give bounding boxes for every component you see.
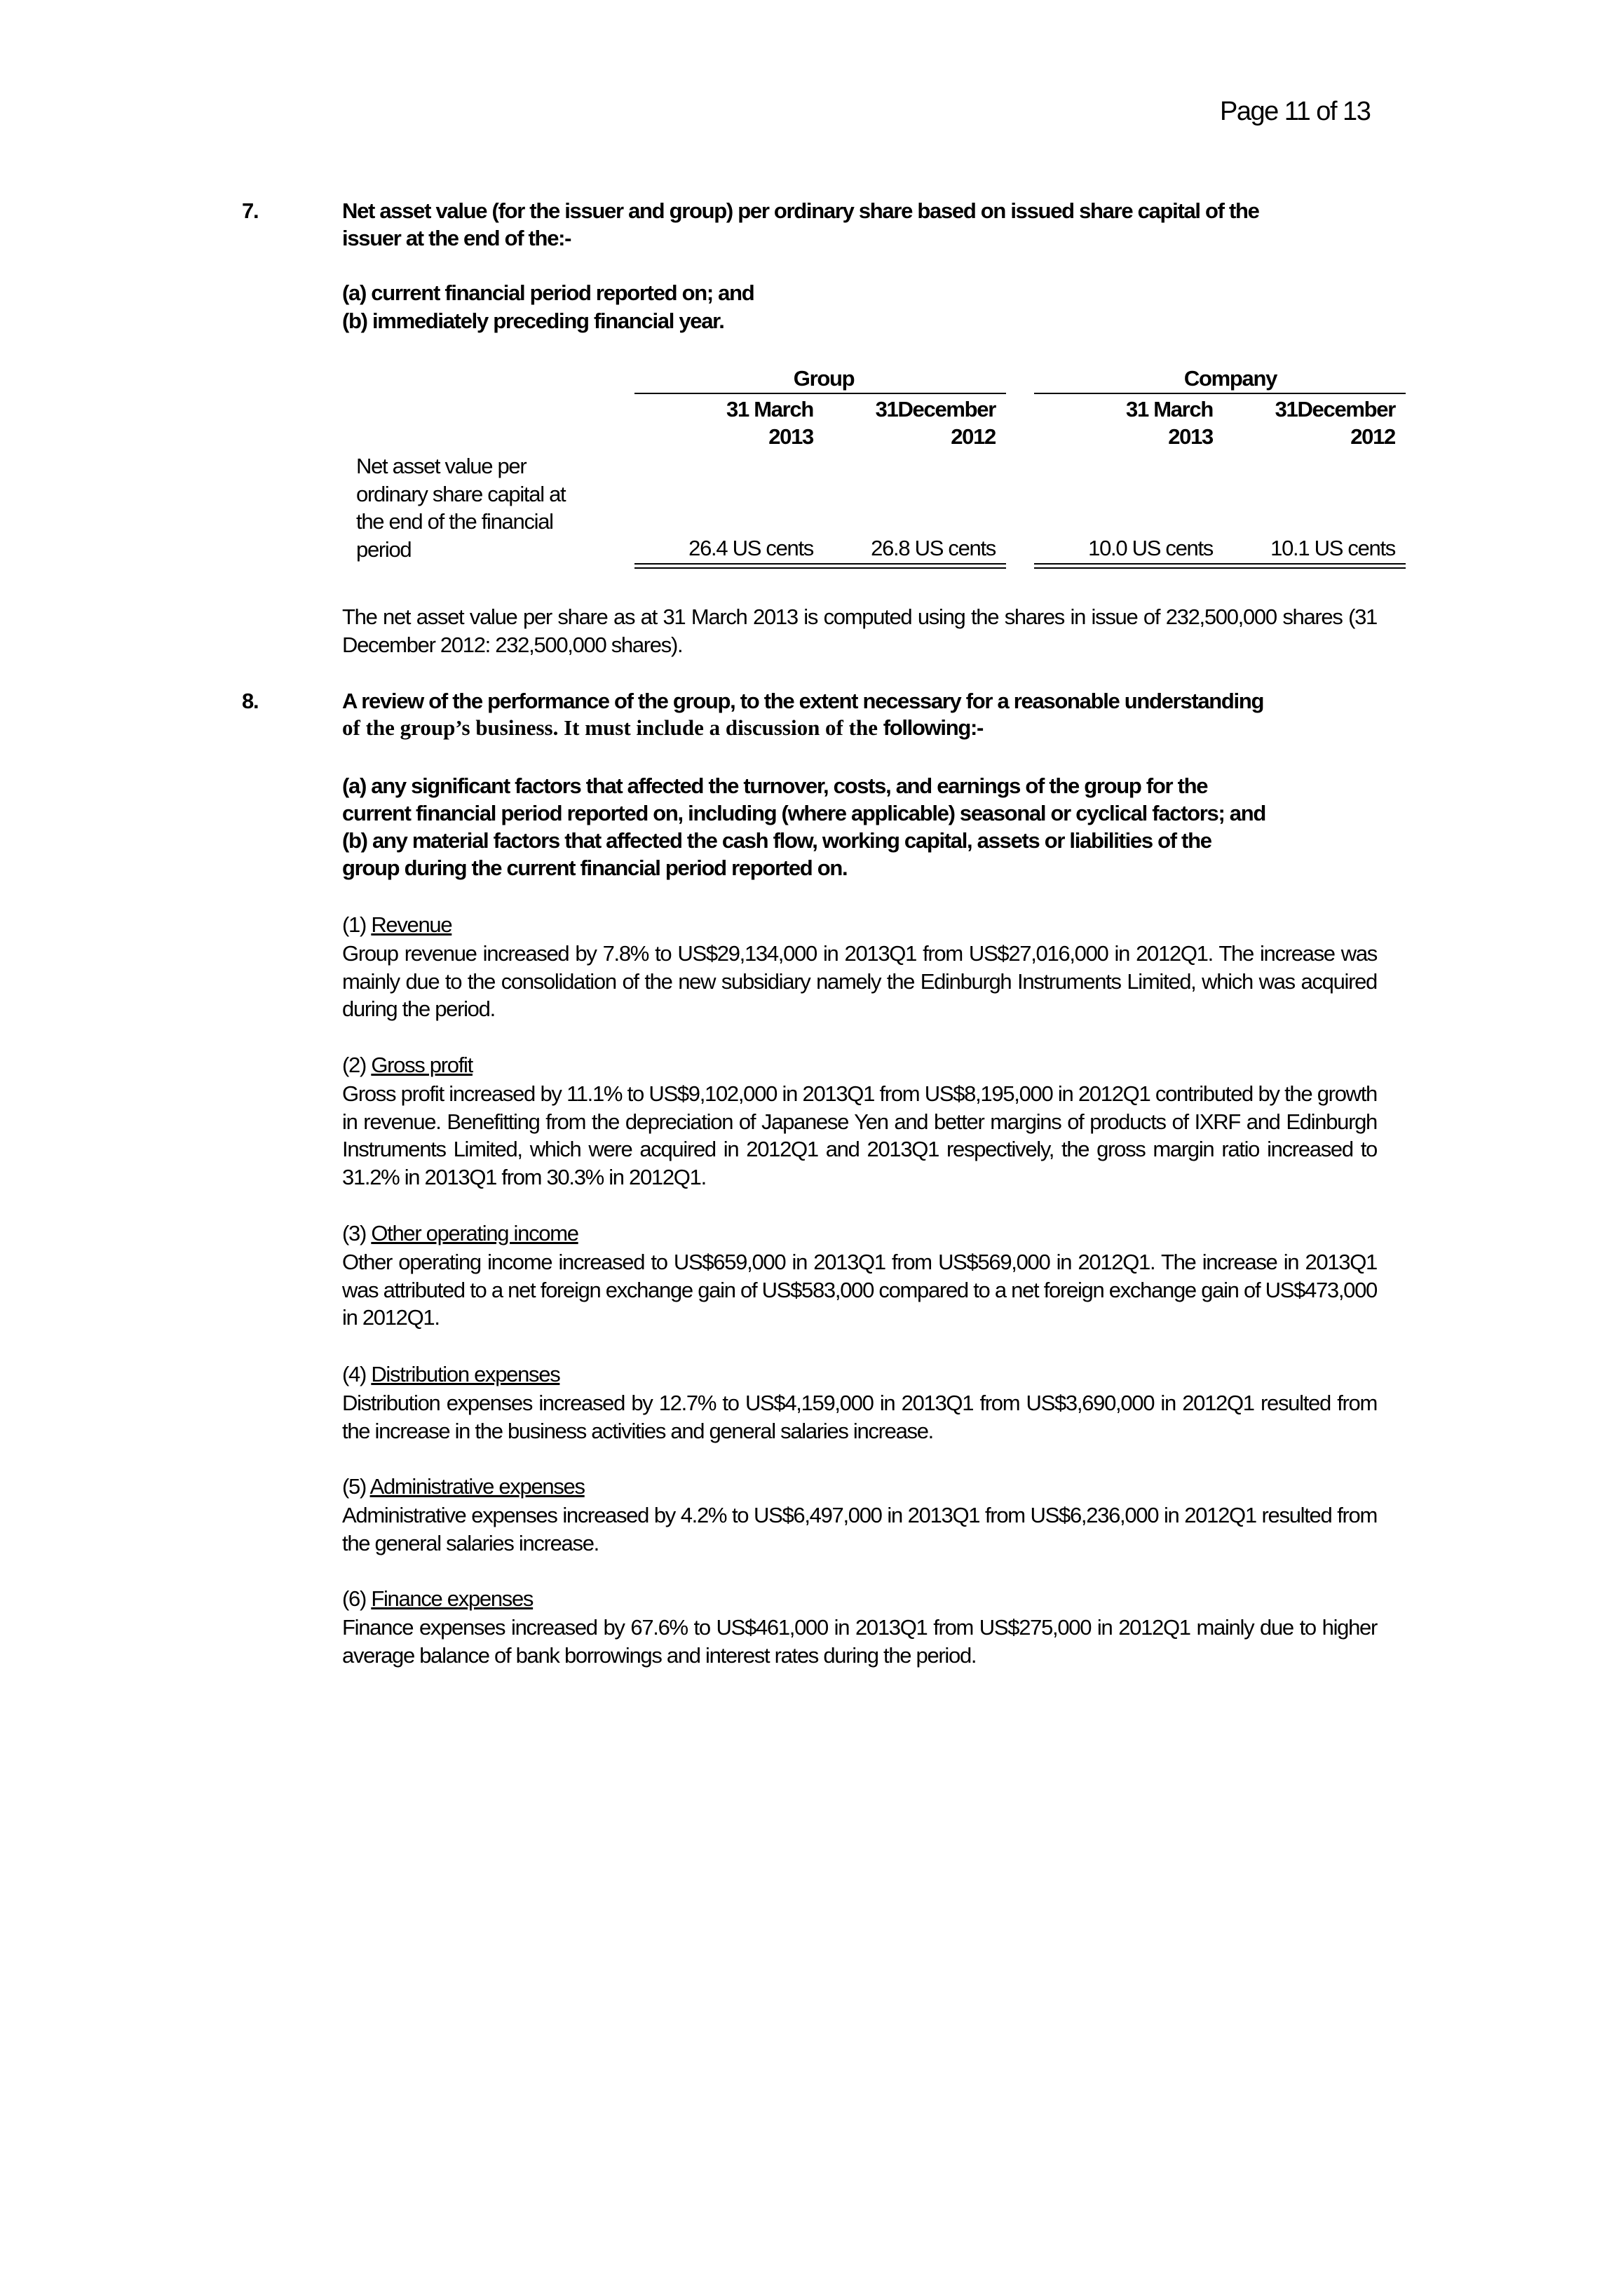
row-label-line-4: period (356, 536, 412, 562)
section-8-number: 8. (242, 689, 259, 713)
subsection-revenue-prefix: (1) (342, 912, 372, 937)
table-cell-company-2013: 10.0 US cents (1088, 536, 1213, 560)
section-8-item-b-line-2: group during the current financial period reported on. (342, 856, 848, 880)
subsection-other-income-prefix: (3) (342, 1221, 372, 1245)
col-4-line-2: 2012 (1350, 424, 1395, 449)
section-8-item-b-line-1: (b) any material factors that affected the cash flow, working capital, assets or liabilities of the (342, 828, 1211, 853)
subsection-distribution-text: Distribution expenses increased by 12.7% to US$4,159,000 in 2013Q1 from US$3,690,000 in 2012Q1 resulted from the increase in the business activities and general salaries increase. (342, 1391, 1377, 1443)
row-label-line-2: ordinary share capital at (356, 481, 566, 506)
subsection-administrative-text: Administrative expenses increased by 4.2% to US$6,497,000 in 2013Q1 from US$6,236,000 in 2012Q1 resulted from the general salaries increase. (342, 1503, 1377, 1555)
subsection-distribution-prefix: (4) (342, 1362, 372, 1386)
subsection-administrative-heading (342, 1474, 585, 1499)
page-number: Page 11 of 13 (1220, 97, 1371, 126)
subsection-gross-profit-text: Gross profit increased by 11.1% to US$9,102,000 in 2013Q1 from US$8,195,000 in 2012Q1 contributed by the growth in revenue. Benefitting from the depreciation of Japanese Yen and better margins of products of IXRF and Edinburgh Instruments Limited, which were acquired in 2012Q1 and 2013Q1 respectively, the gross margin ratio increased to 31.2% in 2013Q1 from 30.3% in 2012Q1. (342, 1081, 1377, 1189)
section-8-title-end: following:- (883, 715, 984, 740)
company-total-rule-bottom (1034, 567, 1406, 569)
section-7-item-b: (b) immediately preceding financial year. (342, 309, 724, 333)
subsection-other-income-heading (342, 1221, 578, 1246)
subsection-distribution-heading (342, 1362, 559, 1387)
col-1-line-2: 2013 (768, 424, 813, 449)
col-3-line-1: 31 March (1126, 397, 1213, 421)
subsection-gross-profit-heading (342, 1053, 473, 1078)
section-8-title-line-2 (342, 715, 983, 741)
row-label-line-3: the end of the financial (356, 509, 553, 534)
subsection-finance-prefix: (6) (342, 1586, 372, 1611)
table-cell-company-2012: 10.1 US cents (1270, 536, 1395, 560)
row-label-line-1: Net asset value per (356, 454, 527, 478)
col-3-line-2: 2013 (1168, 424, 1213, 449)
subsection-revenue-text: Group revenue increased by 7.8% to US$29,134,000 in 2013Q1 from US$27,016,000 in 2012Q1. The increase was mainly due to the consolidation of the new subsidiary namely the Edinburgh Instruments Limited, which was acquired during the period. (342, 941, 1377, 1021)
subsection-gross-profit-title: Gross profit (371, 1053, 473, 1077)
section-7-note: The net asset value per share as at 31 March 2013 is computed using the shares in issue of 232,500,000 shares (31 December 2012: 232,500,000 shares). (342, 605, 1377, 657)
table-group-header: Group (793, 366, 855, 391)
section-7-title-line-1: Net asset value (for the issuer and group) per ordinary share based on issued share capital of the (342, 198, 1259, 223)
table-cell-group-2012: 26.8 US cents (871, 536, 996, 560)
table-cell-group-2013: 26.4 US cents (688, 536, 813, 560)
section-8-title-serif-part: of the group’s business. It must include a discussion of the (342, 715, 883, 740)
subsection-finance-title: Finance expenses (371, 1586, 534, 1611)
col-2-line-2: 2012 (951, 424, 996, 449)
subsection-other-income-text: Other operating income increased to US$659,000 in 2013Q1 from US$569,000 in 2012Q1. The increase in 2013Q1 was attributed to a net foreign exchange gain of US$583,000 compared to a net foreign exchange gain of US$473,000 in 2012Q1. (342, 1250, 1377, 1330)
section-7-title-line-2: issuer at the end of the:- (342, 226, 571, 250)
table-company-header: Company (1183, 366, 1277, 391)
section-8-item-a-line-1: (a) any significant factors that affected the turnover, costs, and earnings of the group for the (342, 774, 1208, 798)
group-total-rule-bottom (634, 567, 1006, 569)
section-8-title-line-1: A review of the performance of the group, to the extent necessary for a reasonable understanding (342, 689, 1264, 713)
col-2-line-1: 31December (875, 397, 996, 421)
section-7-item-a: (a) current financial period reported on; and (342, 281, 754, 305)
table-row-label (356, 452, 609, 563)
company-header-rule (1034, 393, 1406, 394)
section-7-number: 7. (242, 198, 259, 223)
col-1-line-1: 31 March (726, 397, 813, 421)
subsection-distribution-title: Distribution expenses (371, 1362, 560, 1386)
col-4-line-1: 31December (1275, 397, 1395, 421)
subsection-administrative-title: Administrative expenses (369, 1474, 585, 1499)
subsection-finance-heading (342, 1586, 533, 1612)
subsection-other-income-title: Other operating income (371, 1221, 578, 1245)
group-total-rule-top (634, 563, 1006, 565)
company-total-rule-top (1034, 563, 1406, 565)
subsection-gross-profit-prefix: (2) (342, 1053, 372, 1077)
subsection-revenue-heading (342, 912, 451, 938)
section-8-item-a-line-2: current financial period reported on, including (where applicable) seasonal or cyclical factors; and (342, 801, 1266, 825)
subsection-revenue-title: Revenue (371, 912, 452, 937)
subsection-administrative-prefix: (5) (342, 1474, 370, 1499)
group-header-rule (634, 393, 1006, 394)
subsection-finance-text: Finance expenses increased by 67.6% to US$461,000 in 2013Q1 from US$275,000 in 2012Q1 mainly due to higher average balance of bank borrowings and interest rates during the period. (342, 1615, 1377, 1668)
